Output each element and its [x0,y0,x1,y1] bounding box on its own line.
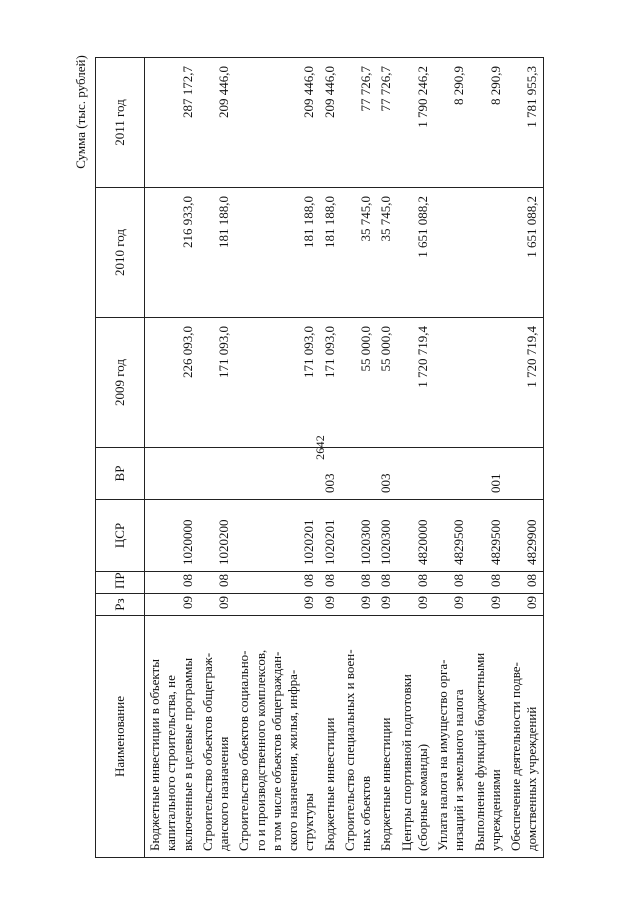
table-row [320,58,340,858]
row-csr: 1020201 [320,500,340,572]
row-pr: 08 [470,572,507,594]
table-row [506,58,543,858]
row-2011: 209 446,0 [234,58,319,188]
header-csr: ЦСР [96,500,145,572]
row-csr: 4829900 [506,500,543,572]
row-vr [340,448,377,500]
row-2010: 181 188,0 [198,188,235,318]
row-2011: 209 446,0 [320,58,340,188]
row-vr [506,448,543,500]
table-row [145,58,198,858]
header-2009: 2009 год [96,318,145,448]
row-rz: 09 [397,594,434,616]
row-2010: 181 188,0 [234,188,319,318]
row-name: Бюджетные инвестиции [376,616,396,858]
row-csr: 4820000 [397,500,434,572]
row-2011: 1 781 955,3 [506,58,543,188]
row-2011: 77 726,7 [376,58,396,188]
row-2011: 77 726,7 [340,58,377,188]
row-pr: 08 [376,572,396,594]
header-rz: Рз [96,594,145,616]
row-vr [145,448,198,500]
row-2011: 1 790 246,2 [397,58,434,188]
header-2010: 2010 год [96,188,145,318]
row-name: Бюджетные инвестиции в объекты капитального строительства, не включенные в целевые программы [145,616,198,858]
row-vr: 001 [470,448,507,500]
row-name: Выполнение функций бюджетными учреждениями [470,616,507,858]
budget-table-container [95,58,550,858]
row-rz: 09 [198,594,235,616]
row-2010: 181 188,0 [320,188,340,318]
table-row [470,58,507,858]
row-rz: 09 [320,594,340,616]
row-2010: 35 745,0 [340,188,377,318]
row-pr: 08 [340,572,377,594]
row-2009: 171 093,0 [320,318,340,448]
row-2010: 1 651 088,2 [506,188,543,318]
units-caption: Сумма (тыс. рублей) [72,55,88,169]
row-2011: 287 172,7 [145,58,198,188]
row-2009: 55 000,0 [340,318,377,448]
row-2009 [433,318,470,448]
table-row [198,58,235,858]
row-pr: 08 [234,572,319,594]
table-header [96,58,145,858]
row-2011: 8 290,9 [433,58,470,188]
row-csr: 4829500 [433,500,470,572]
row-2009 [470,318,507,448]
table-body [145,58,544,858]
row-rz: 09 [145,594,198,616]
row-name: Строительство специальных и воен- ных объектов [340,616,377,858]
row-2010: 1 651 088,2 [397,188,434,318]
row-rz: 09 [340,594,377,616]
row-pr: 08 [145,572,198,594]
header-pr: ПР [96,572,145,594]
page-number: 2642 [312,435,327,460]
row-name: Уплата налога на имущество орга- низаций и земельного налога [433,616,470,858]
row-pr: 08 [397,572,434,594]
row-2010 [433,188,470,318]
row-rz: 09 [433,594,470,616]
row-2011: 209 446,0 [198,58,235,188]
row-pr: 08 [506,572,543,594]
table-row [340,58,377,858]
row-2009: 1 720 719,4 [397,318,434,448]
header-name: Наименование [96,616,145,858]
row-2009: 171 093,0 [198,318,235,448]
header-row [96,58,145,858]
table-row [397,58,434,858]
table-row [234,58,319,858]
row-vr [433,448,470,500]
row-pr: 08 [198,572,235,594]
row-pr: 08 [433,572,470,594]
header-2011: 2011 год [96,58,145,188]
budget-table [95,57,544,858]
row-pr: 08 [320,572,340,594]
row-csr: 4829500 [470,500,507,572]
row-csr: 1020300 [340,500,377,572]
row-rz: 09 [376,594,396,616]
row-csr: 1020300 [376,500,396,572]
row-2009: 1 720 719,4 [506,318,543,448]
row-vr: 003 [376,448,396,500]
row-vr [397,448,434,500]
row-name: Строительство объектов общеграж- данского назначения [198,616,235,858]
row-name: Центры спортивной подготовки (сборные команды) [397,616,434,858]
row-2011: 8 290,9 [470,58,507,188]
header-vr: ВР [96,448,145,500]
row-csr: 1020000 [145,500,198,572]
row-name: Строительство объектов социально- го и производственного комплексов, в том числе объектов общеграждан- ского назначения, жилья, инфра- структуры [234,616,319,858]
table-row [376,58,396,858]
row-name: Обеспечение деятельности подве- домственных учреждений [506,616,543,858]
row-2010: 35 745,0 [376,188,396,318]
row-csr: 1020200 [198,500,235,572]
row-rz: 09 [506,594,543,616]
row-vr [198,448,235,500]
row-2009: 55 000,0 [376,318,396,448]
row-2010 [470,188,507,318]
table-row [433,58,470,858]
row-2009: 226 093,0 [145,318,198,448]
row-rz: 09 [234,594,319,616]
row-2010: 216 933,0 [145,188,198,318]
row-rz: 09 [470,594,507,616]
row-vr: 003 [320,448,340,500]
row-name: Бюджетные инвестиции [320,616,340,858]
row-vr [234,448,319,500]
row-2009: 171 093,0 [234,318,319,448]
row-csr: 1020201 [234,500,319,572]
